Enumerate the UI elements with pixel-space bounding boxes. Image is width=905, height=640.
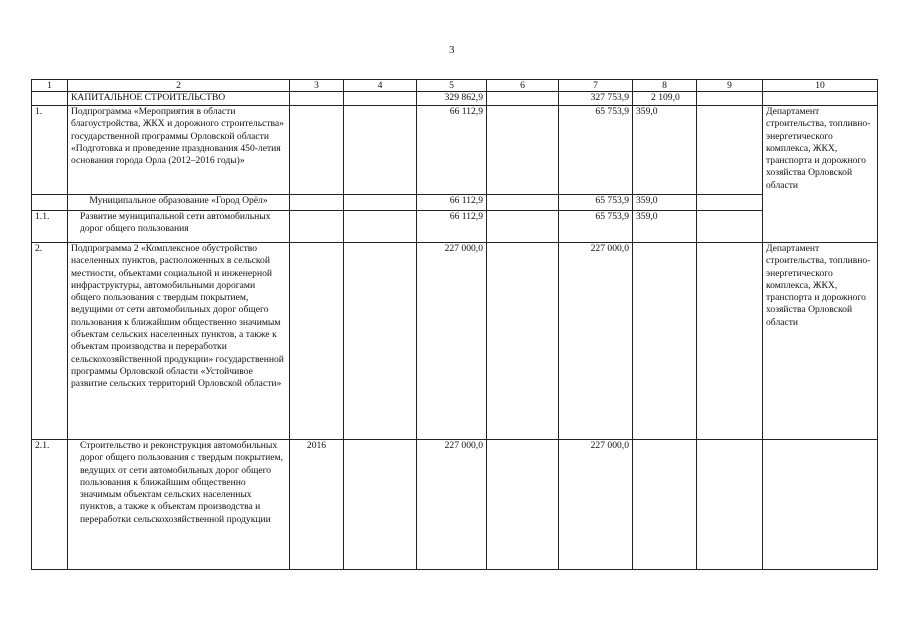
header-cell: 3 — [290, 80, 344, 92]
header-row — [32, 80, 878, 92]
col7-value: 65 753,9 — [559, 195, 633, 211]
header-cell: 7 — [559, 80, 633, 92]
col5-value: 227 000,0 — [417, 440, 487, 570]
col5-value: 66 112,9 — [417, 106, 487, 195]
table-row — [32, 243, 878, 440]
col8-value: 359,0 — [633, 106, 697, 195]
col5-value: 66 112,9 — [417, 195, 487, 211]
col7-value: 227 000,0 — [559, 440, 633, 570]
header-cell: 6 — [487, 80, 559, 92]
page-number: 3 — [449, 44, 455, 56]
responsible-department: Департамент строительства, топливно-энергетического комплекса, ЖКХ, транспорта и дорожного хозяйства Орловской области — [763, 106, 878, 243]
row-name: Подпрограмма «Мероприятия в области благоустройства, ЖКХ и дорожного строительства» государственной программы Орловской области «Подготовка и проведение празднования 450-летия основания города Орла (2012–2016 годы)» — [68, 106, 290, 195]
row-name: Муниципальное образование «Город Орёл» — [68, 195, 290, 211]
col8-value: 359,0 — [633, 211, 697, 243]
row-name: Подпрограмма 2 «Комплексное обустройство населенных пунктов, расположенных в сельской местности, объектами социальной и инженерной инфраструктуры, автомобильными дорогами общего пользования с твердым покрытием, ведущими от сети автомобильных дорог общего пользования к ближайшим общественно значимым объектам сельских населенных пунктов, а также к объектам производства и переработки сельскохозяйственной продукции» государственной программы Орловской области «Устойчивое развитие сельских территорий Орловской области» — [68, 243, 290, 440]
header-cell: 1 — [32, 80, 68, 92]
table-row — [32, 92, 878, 106]
table-row — [32, 195, 878, 211]
col7-value: 327 753,9 — [559, 92, 633, 106]
row-number: 2. — [32, 243, 68, 440]
budget-table — [31, 79, 878, 570]
row-number — [32, 92, 68, 106]
col7-value: 227 000,0 — [559, 243, 633, 440]
col3-year: 2016 — [290, 440, 344, 570]
col8-value: 2 109,0 — [633, 92, 697, 106]
header-cell: 5 — [417, 80, 487, 92]
col5-value: 329 862,9 — [417, 92, 487, 106]
responsible-department: Департамент строительства, топливно-энергетического комплекса, ЖКХ, транспорта и дорожного хозяйства Орловской области — [763, 243, 878, 440]
row-number: 1. — [32, 106, 68, 195]
row-name: КАПИТАЛЬНОЕ СТРОИТЕЛЬСТВО — [68, 92, 290, 106]
col5-value: 66 112,9 — [417, 211, 487, 243]
header-cell: 9 — [697, 80, 763, 92]
col7-value: 65 753,9 — [559, 106, 633, 195]
header-cell: 8 — [633, 80, 697, 92]
table-row — [32, 211, 878, 243]
header-cell: 4 — [344, 80, 417, 92]
row-name: Развитие муниципальной сети автомобильных дорог общего пользования — [68, 211, 290, 243]
row-name: Строительство и реконструкция автомобильных дорог общего пользования с твердым покрытием, ведущих от сети автомобильных дорог общего пользования к ближайшим общественно значимым объектам сельских населенных пунктов, а также к объектам производства и переработки сельскохозяйственной продукции — [68, 440, 290, 570]
table-row — [32, 440, 878, 570]
header-cell: 2 — [68, 80, 290, 92]
col5-value: 227 000,0 — [417, 243, 487, 440]
col8-value: 359,0 — [633, 195, 697, 211]
col7-value: 65 753,9 — [559, 211, 633, 243]
header-cell: 10 — [763, 80, 878, 92]
table-row — [32, 106, 878, 195]
row-number: 2.1. — [32, 440, 68, 570]
row-number: 1.1. — [32, 211, 68, 243]
